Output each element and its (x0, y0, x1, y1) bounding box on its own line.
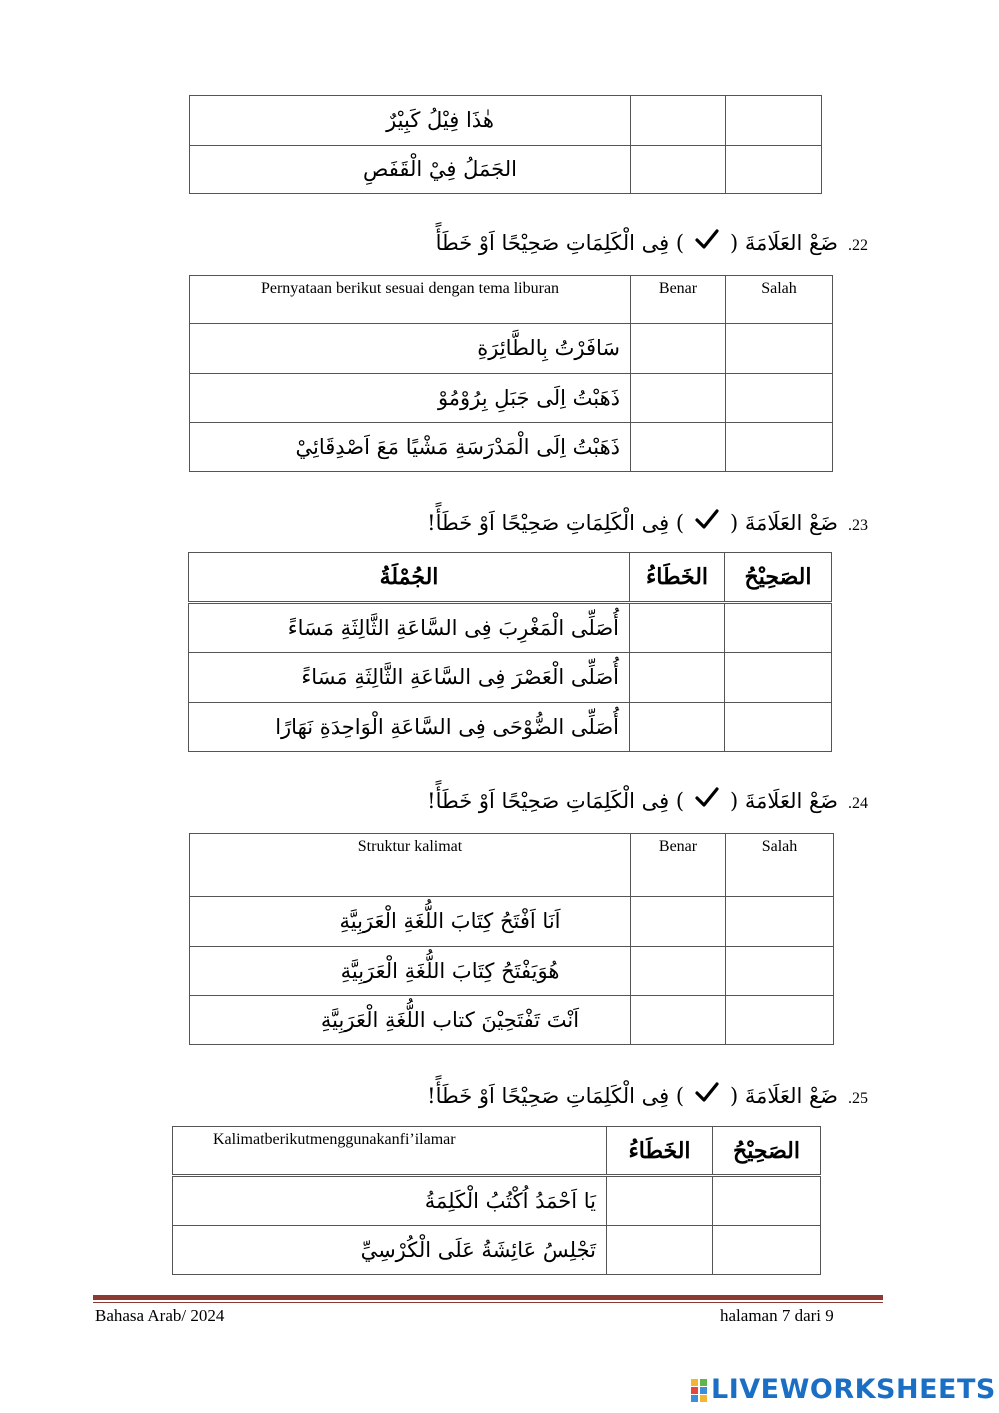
answer-cell-true[interactable] (631, 324, 726, 374)
instruction-text-end: ) فِى الْكَلِمَاتِ صَحِيْحًا اَوْ خَطَأً! (427, 789, 685, 813)
table-row (190, 996, 834, 1045)
answer-cell[interactable] (631, 96, 726, 146)
header-false: Salah (726, 276, 833, 324)
table-question-25 (172, 1126, 821, 1275)
instruction-text-start: ضَعْ العَلَامَةَ ( (730, 511, 838, 535)
table-question-24 (189, 833, 834, 1045)
sentence-cell: ذَهَبْتُ اِلَى جَبَلِ بِرُوْمُوْ (190, 374, 631, 423)
answer-cell-false[interactable] (726, 947, 834, 996)
sentence-cell: اَنَا اَفْتَحُ كِتَابَ اللُّغَةِ الْعَرَبِيَّةِ (190, 897, 631, 947)
sentence-cell: أُصَلِّى الضُّوْحَى فِى السَّاعَةِ الْوَاحِدَةِ نَهَارًا (189, 703, 630, 752)
footer-subject: Bahasa Arab/ 2024 (95, 1306, 225, 1325)
sentence-cell: أُصَلِّى الْعَصْرَ فِى السَّاعَةِ الثَّالِثَةِ مَسَاءً (189, 653, 630, 703)
table-row (190, 96, 822, 146)
check-mark-icon (694, 786, 720, 808)
answer-cell-false[interactable] (726, 423, 833, 472)
header-correct: الصَحِيْحُ (713, 1127, 821, 1176)
instruction-text-start: ضَعْ العَلَامَةَ ( (730, 789, 838, 813)
answer-cell-correct[interactable] (725, 653, 832, 703)
sentence-cell: أُصَلِّى الْمَغْرِبَ فِى السَّاعَةِ الثَّالِثَةِ مَسَاءً (189, 603, 630, 653)
instruction-text-end: ) فِى الْكَلِمَاتِ صَحِيْحًا اَوْ خَطَأً! (427, 511, 685, 535)
question-25-instruction (427, 1081, 868, 1108)
instruction-text-start: ضَعْ العَلَامَةَ ( (730, 231, 838, 255)
check-mark-icon (694, 228, 720, 250)
sentence-cell: يَا اَحْمَدُ اُكْتُبُ الْكَلِمَةُ (173, 1176, 607, 1226)
table-row (190, 324, 833, 374)
answer-cell[interactable] (726, 96, 822, 146)
answer-cell-true[interactable] (631, 374, 726, 423)
liveworksheets-logo[interactable] (690, 1374, 996, 1405)
sentence-cell: اَنْتَ تَفْتَحِيْنَ كتاب اللُّغَةِ الْعَرَبِيَّةِ (190, 996, 631, 1045)
footer-divider (93, 1295, 883, 1300)
check-mark-icon (694, 508, 720, 530)
sentence-cell: هٰذَا فِيْلُ كَبِيْرٌ (190, 96, 631, 146)
table-row (190, 374, 833, 423)
answer-cell-true[interactable] (631, 947, 726, 996)
answer-cell-false[interactable] (726, 996, 834, 1045)
table-row (190, 897, 834, 947)
header-wrong: الخَطَاءُ (607, 1127, 713, 1176)
answer-cell-true[interactable] (631, 996, 726, 1045)
answer-cell[interactable] (631, 146, 726, 194)
header-true: Benar (631, 276, 726, 324)
question-22-instruction (436, 228, 868, 255)
sentence-cell: هُوَيَفْتَحُ كِتَابَ اللُّغَةِ الْعَرَبِيَّةِ (190, 947, 631, 996)
question-number: .23 (848, 517, 868, 534)
table-row (190, 423, 833, 472)
header-correct: الصَحِيْحُ (725, 553, 832, 603)
table-header-row (189, 553, 832, 603)
instruction-text-end: ) فِى الْكَلِمَاتِ صَحِيْحًا اَوْ خَطَأً (435, 231, 685, 255)
check-mark-icon (694, 1081, 720, 1103)
table-row (190, 947, 834, 996)
header-statement: Kalimatberikutmenggunakanfi’ilamar (173, 1127, 607, 1176)
header-false: Salah (726, 834, 834, 897)
answer-cell-correct[interactable] (713, 1176, 821, 1226)
table-header-row (190, 834, 834, 897)
brand-name: LIVEWORKSHEETS (711, 1374, 996, 1405)
header-wrong: الخَطَاءُ (630, 553, 725, 603)
answer-cell-true[interactable] (631, 897, 726, 947)
table-question-23 (188, 552, 832, 752)
table-question-22 (189, 275, 833, 472)
header-statement: Pernyataan berikut sesuai dengan tema liburan (190, 276, 631, 324)
table-row (173, 1176, 821, 1226)
question-number: .22 (848, 237, 868, 254)
answer-cell-correct[interactable] (725, 703, 832, 752)
answer-cell-false[interactable] (726, 374, 833, 423)
footer-page-number: halaman 7 dari 9 (720, 1306, 834, 1325)
table-row (189, 703, 832, 752)
table-header-row (190, 276, 833, 324)
table-row (190, 146, 822, 194)
answer-cell-wrong[interactable] (630, 703, 725, 752)
table-row (189, 603, 832, 653)
liveworksheets-logo-icon (690, 1377, 708, 1403)
question-24-instruction (427, 786, 868, 813)
header-sentence: الجُمْلَةُ (189, 553, 630, 603)
answer-cell-true[interactable] (631, 423, 726, 472)
answer-cell-correct[interactable] (713, 1226, 821, 1275)
header-true: Benar (631, 834, 726, 897)
table-row (173, 1226, 821, 1275)
question-number: .24 (848, 795, 868, 812)
sentence-cell: سَافَرْتُ بِالطَّائِرَةِ (190, 324, 631, 374)
answer-cell-false[interactable] (726, 897, 834, 947)
sentence-cell: الجَمَلُ فِيْ الْقَفَصِ (190, 146, 631, 194)
question-number: .25 (848, 1090, 868, 1107)
answer-cell-wrong[interactable] (607, 1226, 713, 1275)
table-header-row (173, 1127, 821, 1176)
table-previous-question (189, 95, 822, 194)
sentence-cell: ذَهَبْتُ اِلَى الْمَدْرَسَةِ مَشْيًا مَعَ اَصْدِقَائِيْ (190, 423, 631, 472)
answer-cell-false[interactable] (726, 324, 833, 374)
answer-cell-wrong[interactable] (630, 603, 725, 653)
footer-divider-thin (93, 1302, 883, 1303)
answer-cell[interactable] (726, 146, 822, 194)
answer-cell-wrong[interactable] (607, 1176, 713, 1226)
instruction-text-start: ضَعْ العَلَامَةَ ( (730, 1084, 838, 1108)
answer-cell-wrong[interactable] (630, 653, 725, 703)
answer-cell-correct[interactable] (725, 603, 832, 653)
instruction-text-end: ) فِى الْكَلِمَاتِ صَحِيْحًا اَوْ خَطَأً! (427, 1084, 685, 1108)
question-23-instruction (427, 508, 868, 535)
table-row (189, 653, 832, 703)
header-statement: Struktur kalimat (190, 834, 631, 897)
sentence-cell: تَجْلِسُ عَائِشَةُ عَلَى الْكُرْسِيِّ (173, 1226, 607, 1275)
